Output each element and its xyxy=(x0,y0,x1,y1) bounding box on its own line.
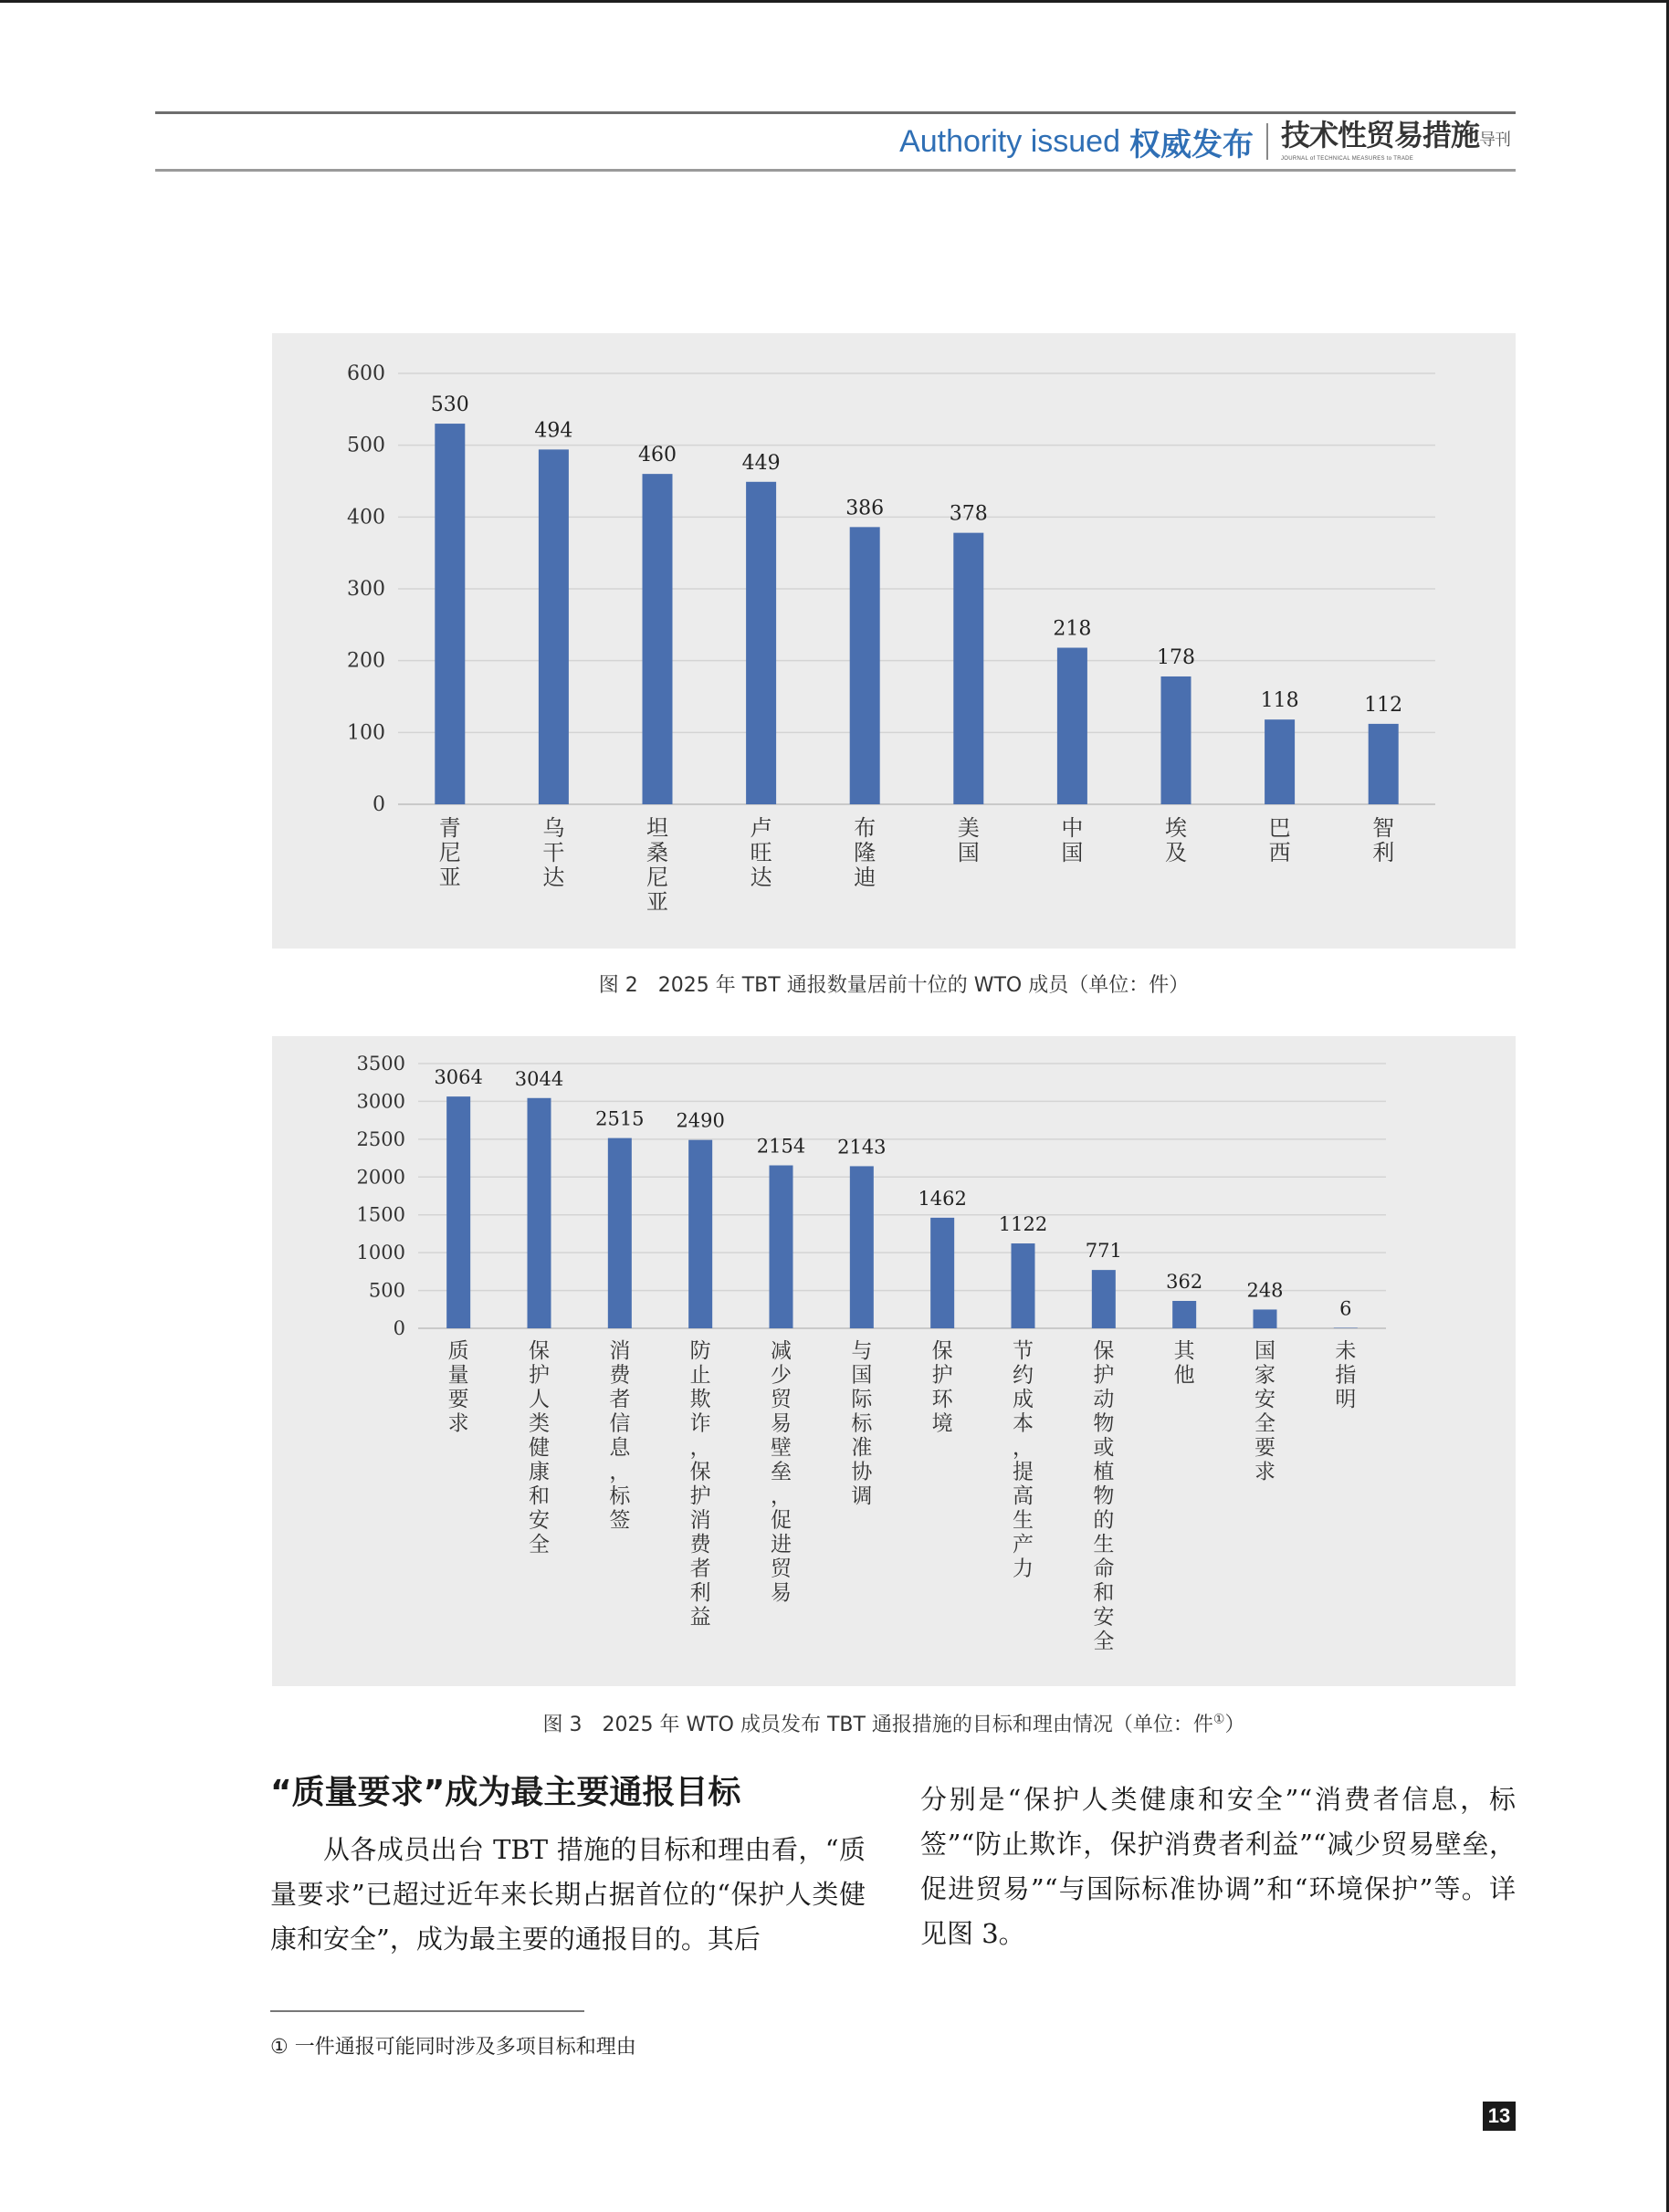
data-label: 118 xyxy=(1260,689,1299,713)
chart-top-ten-members-svg xyxy=(272,333,1516,949)
bar xyxy=(930,1218,954,1328)
bar xyxy=(1265,719,1295,804)
data-label: 248 xyxy=(1246,1279,1284,1302)
data-label: 178 xyxy=(1157,645,1195,669)
category-label: 卢旺达 xyxy=(750,815,772,890)
category-label: 质量要求 xyxy=(447,1339,469,1436)
category-label: 中国 xyxy=(1061,815,1084,865)
category-label: 乌干达 xyxy=(542,815,565,890)
bar xyxy=(1172,1301,1196,1328)
chart-caption-fig3 xyxy=(272,1709,1516,1737)
data-label: 2143 xyxy=(837,1136,887,1158)
bar xyxy=(688,1140,712,1328)
category-label: 节约成本，提高生产力 xyxy=(1013,1339,1034,1581)
data-label: 530 xyxy=(430,393,469,417)
page-top-border xyxy=(0,0,1669,3)
y-tick-label: 0 xyxy=(393,1317,405,1339)
bar xyxy=(539,449,569,804)
data-label: 460 xyxy=(638,444,677,467)
data-label: 449 xyxy=(741,451,781,475)
data-label: 112 xyxy=(1364,693,1403,717)
data-label: 771 xyxy=(1085,1240,1122,1263)
y-tick-label: 2000 xyxy=(356,1166,405,1189)
data-label: 2490 xyxy=(676,1109,725,1132)
bar xyxy=(1012,1243,1035,1328)
data-label: 378 xyxy=(949,502,988,526)
footnote: ① 一件通报可能同时涉及多项目标和理由 xyxy=(270,2036,636,2059)
category-label: 国家安全要求 xyxy=(1254,1339,1275,1484)
data-label: 1462 xyxy=(918,1187,967,1210)
y-tick-label: 1000 xyxy=(356,1242,405,1264)
chart-top-ten-members xyxy=(272,333,1516,949)
bar xyxy=(1092,1270,1116,1328)
category-label: 保护动物或植物的生命和安全 xyxy=(1093,1339,1115,1653)
header-right-group xyxy=(899,118,1510,163)
page-header xyxy=(155,111,1516,172)
y-tick-label: 100 xyxy=(347,721,385,745)
category-label: 智利 xyxy=(1372,815,1395,865)
y-tick-label: 3500 xyxy=(356,1053,405,1075)
category-label: 布隆迪 xyxy=(854,815,876,890)
y-tick-label: 500 xyxy=(368,1279,405,1302)
section-label-en: Authority issued xyxy=(899,123,1120,159)
category-label: 坦桑尼亚 xyxy=(646,815,668,915)
y-tick-label: 2500 xyxy=(356,1127,405,1150)
data-label: 386 xyxy=(845,497,885,520)
bar xyxy=(435,424,465,804)
category-label: 减少贸易壁垒，促进贸易 xyxy=(771,1339,792,1605)
bar xyxy=(1161,676,1191,804)
data-label: 494 xyxy=(534,419,573,443)
data-label: 2154 xyxy=(756,1135,806,1158)
bar xyxy=(953,533,983,804)
section-label-cn: 权威发布 xyxy=(1128,126,1254,163)
section-heading: “质量要求”成为最主要通报目标 xyxy=(270,1774,741,1811)
data-label: 3064 xyxy=(434,1066,483,1089)
bar xyxy=(1369,724,1399,804)
y-tick-label: 300 xyxy=(347,578,385,601)
chart-objectives-svg xyxy=(272,1036,1516,1686)
y-tick-label: 200 xyxy=(347,649,385,673)
footnote-rule xyxy=(270,2010,584,2012)
journal-suffix: 导刊 xyxy=(1479,131,1510,150)
bar xyxy=(1254,1309,1277,1328)
bar xyxy=(1057,648,1087,804)
bar xyxy=(850,527,880,804)
data-label: 6 xyxy=(1339,1297,1352,1320)
bar xyxy=(608,1138,632,1328)
y-tick-label: 3000 xyxy=(356,1090,405,1113)
category-label: 保护人类健康和安全 xyxy=(529,1339,550,1557)
data-label: 2515 xyxy=(595,1107,645,1130)
data-label: 218 xyxy=(1053,617,1092,641)
category-label: 与国际标准协调 xyxy=(851,1339,873,1508)
category-label: 美国 xyxy=(957,815,980,865)
category-label: 其他 xyxy=(1173,1339,1195,1388)
category-label: 消费者信息，标签 xyxy=(609,1339,631,1533)
bar xyxy=(643,474,673,804)
data-label: 1122 xyxy=(998,1213,1048,1236)
page-number: 13 xyxy=(1483,2102,1516,2131)
caption-fig3-end: ） xyxy=(1224,1714,1245,1736)
y-tick-label: 1500 xyxy=(356,1203,405,1226)
category-label: 巴西 xyxy=(1268,815,1291,865)
data-label: 362 xyxy=(1166,1271,1203,1294)
journal-logo xyxy=(1280,118,1510,162)
journal-title-en: JOURNAL of TECHNICAL MEASURES to TRADE xyxy=(1280,156,1414,162)
y-tick-label: 600 xyxy=(347,362,385,385)
category-label: 未指明 xyxy=(1335,1339,1357,1411)
bar xyxy=(1334,1328,1358,1329)
caption-fig3-text: 图 3 2025 年 WTO 成员发布 TBT 通报措施的目标和理由情况（单位：件 xyxy=(542,1714,1213,1736)
y-tick-label: 400 xyxy=(347,506,385,529)
caption-fig3-footnote-mark: ① xyxy=(1212,1712,1225,1727)
paragraph-right: 分别是“保护人类健康和安全”“消费者信息，标签”“防止欺诈，保护消费者利益”“减少贸易壁垒，促进贸易”“与国际标准协调”和“环境保护”等。详见图 3。 xyxy=(920,1784,1516,1949)
bar xyxy=(746,482,776,804)
header-divider xyxy=(1266,123,1268,160)
y-tick-label: 500 xyxy=(347,434,385,457)
bar xyxy=(770,1166,793,1328)
category-label: 青尼亚 xyxy=(438,815,461,890)
paragraph-left: 从各成员出台 TBT 措施的目标和理由看，“质量要求”已超过近年来长期占据首位的“保护人类健康和安全”，成为最主要的通报目的。其后 xyxy=(270,1834,866,1955)
chart-objectives xyxy=(272,1036,1516,1686)
data-label: 3044 xyxy=(514,1067,564,1090)
chart-caption-fig2: 图 2 2025 年 TBT 通报数量居前十位的 WTO 成员（单位：件） xyxy=(598,974,1190,997)
journal-title-cn: 技术性贸易措施 xyxy=(1280,118,1479,152)
bar xyxy=(850,1166,874,1328)
bar xyxy=(446,1096,470,1328)
category-label: 埃及 xyxy=(1165,815,1187,865)
category-label: 防止欺诈，保护消费者利益 xyxy=(689,1339,711,1630)
y-tick-label: 0 xyxy=(373,793,385,816)
bar xyxy=(528,1098,551,1328)
category-label: 保护环境 xyxy=(931,1339,953,1436)
